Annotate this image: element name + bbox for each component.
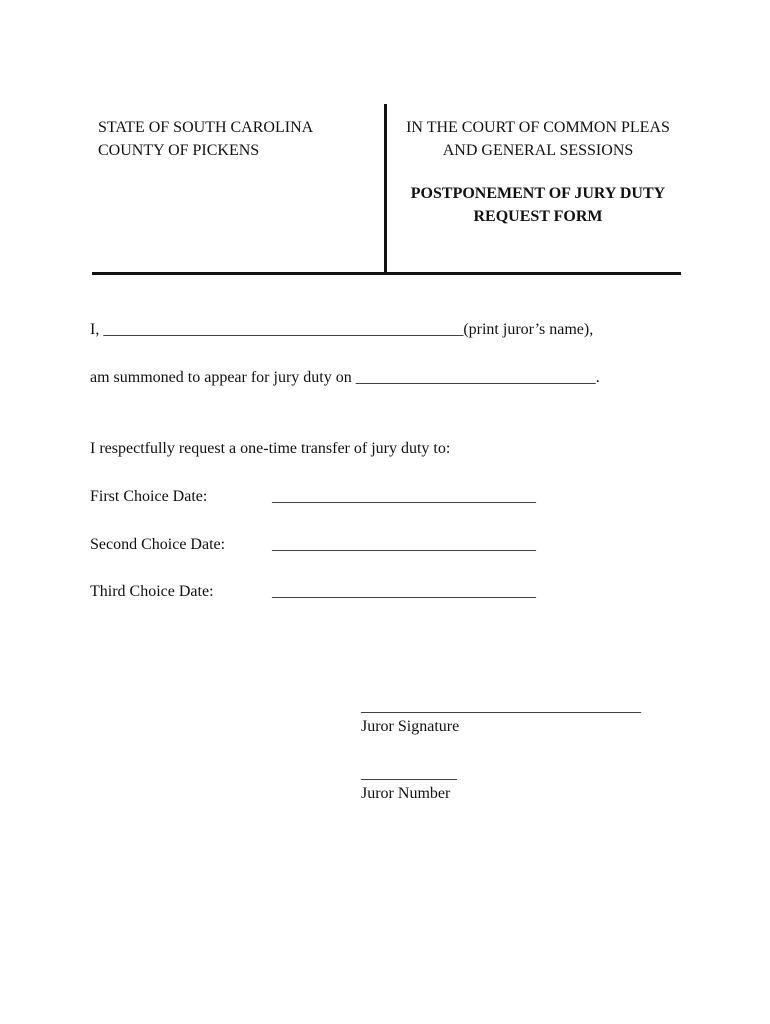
third-choice-label: Third Choice Date: [90,583,214,600]
second-choice-date-field[interactable]: _________________________________ [272,536,536,553]
form-title-line2: REQUEST FORM [473,208,603,225]
form-title [388,182,688,228]
first-choice-date-field[interactable]: _________________________________ [272,488,536,505]
caption-vertical-rule [384,104,387,274]
form-title-line1: POSTPONEMENT OF JURY DUTY [410,185,666,202]
juror-signature-label: Juror Signature [361,718,460,735]
summons-date-line [90,368,600,388]
second-choice-label: Second Choice Date: [90,536,226,553]
juror-name-field[interactable]: _____________________________________________ [103,321,464,338]
summons-period: . [595,369,600,386]
county-name: COUNTY OF PICKENS [98,142,260,159]
summons-date-field[interactable]: ______________________________ [355,369,596,386]
juror-name-prefix: I, [90,321,104,338]
juror-name-hint: (print juror’s name), [463,321,594,338]
juror-name-line [90,320,593,340]
request-text: I respectfully request a one-time transfer of jury duty to: [90,440,451,457]
juror-number-field[interactable]: ____________ [361,765,457,782]
caption-right [388,116,688,162]
juror-signature-field[interactable]: ___________________________________ [361,698,641,715]
caption-left [98,116,313,162]
court-name-line1: IN THE COURT OF COMMON PLEAS [406,119,670,136]
court-name-line2: AND GENERAL SESSIONS [442,142,634,159]
caption-horizontal-rule [92,272,681,275]
third-choice-date-field[interactable]: _________________________________ [272,583,536,600]
first-choice-label: First Choice Date: [90,488,208,505]
state-name: STATE OF SOUTH CAROLINA [98,119,314,136]
juror-number-label: Juror Number [361,785,451,802]
summons-text: am summoned to appear for jury duty on [90,369,356,386]
